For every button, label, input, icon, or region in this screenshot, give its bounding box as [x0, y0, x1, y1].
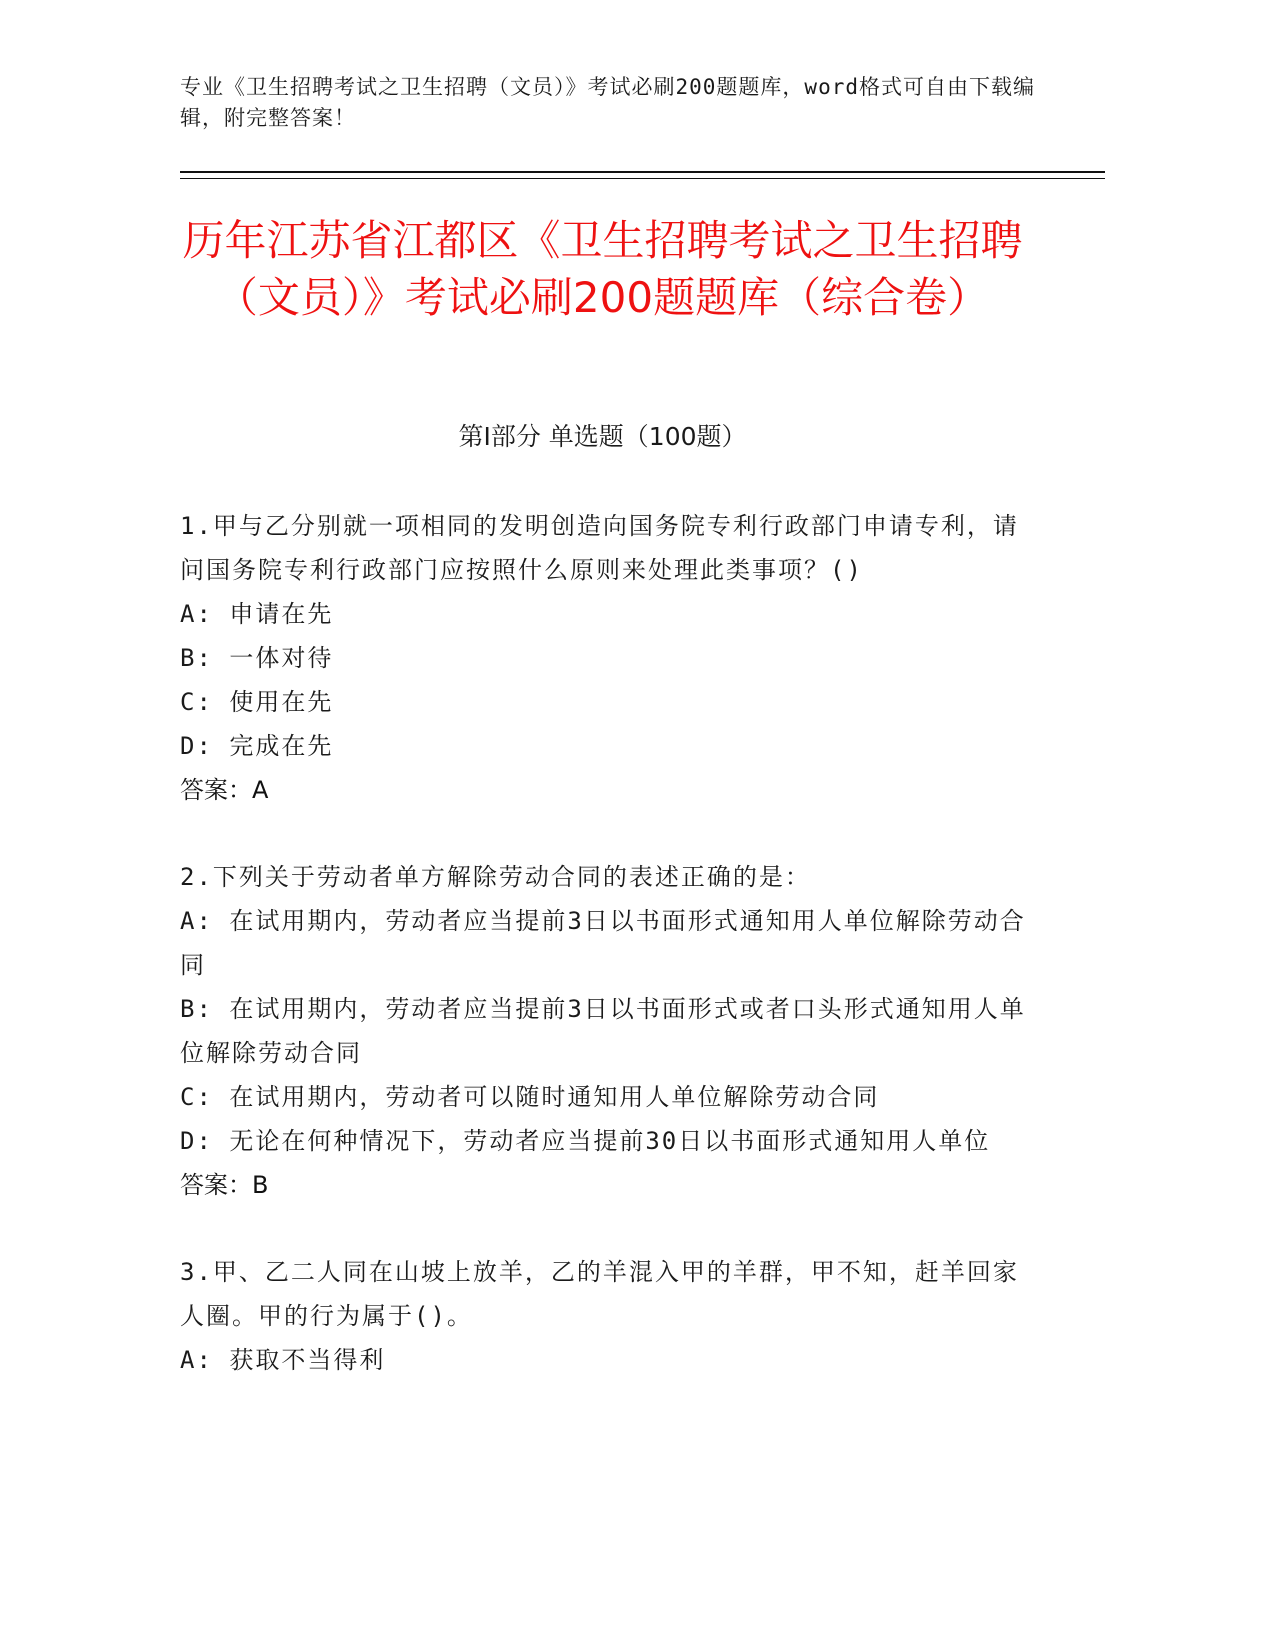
option-b: B: 在试用期内，劳动者应当提前3日以书面形式或者口头形式通知用人单位解除劳动合同	[180, 995, 1026, 1067]
question-3	[180, 1250, 1030, 1382]
option-c: C: 在试用期内，劳动者可以随时通知用人单位解除劳动合同	[180, 1083, 880, 1111]
option-d: D: 完成在先	[180, 732, 334, 760]
header-divider-thick	[180, 171, 1105, 173]
header-note: 专业《卫生招聘考试之卫生招聘（文员）》考试必刷200题题库，word格式可自由下载编辑，附完整答案！	[180, 75, 1035, 130]
question-list	[180, 504, 1030, 1425]
document-title: 历年江苏省江都区《卫生招聘考试之卫生招聘（文员）》考试必刷200题题库（综合卷）	[182, 216, 1023, 322]
question-1	[180, 504, 1030, 812]
question-stem: 2.下列关于劳动者单方解除劳动合同的表述正确的是：	[180, 863, 811, 891]
option-b: B: 一体对待	[180, 644, 334, 672]
answer-label: 答案：B	[180, 1171, 269, 1199]
question-stem: 3.甲、乙二人同在山坡上放羊，乙的羊混入甲的羊群，甲不知，赶羊回家人圈。甲的行为属于()。	[180, 1258, 1019, 1330]
answer-label: 答案：A	[180, 776, 269, 804]
option-a: A: 申请在先	[180, 600, 334, 628]
section-title: 第I部分 单选题（100题）	[458, 422, 747, 451]
option-c: C: 使用在先	[180, 688, 334, 716]
question-2	[180, 855, 1030, 1207]
header-divider-thin	[180, 178, 1105, 179]
option-d: D: 无论在何种情况下，劳动者应当提前30日以书面形式通知用人单位	[180, 1127, 991, 1155]
question-stem: 1.甲与乙分别就一项相同的发明创造向国务院专利行政部门申请专利，请问国务院专利行政部门应按照什么原则来处理此类事项？()	[180, 512, 1019, 584]
option-a: A: 获取不当得利	[180, 1346, 386, 1374]
option-a: A: 在试用期内，劳动者应当提前3日以书面形式通知用人单位解除劳动合同	[180, 907, 1026, 979]
